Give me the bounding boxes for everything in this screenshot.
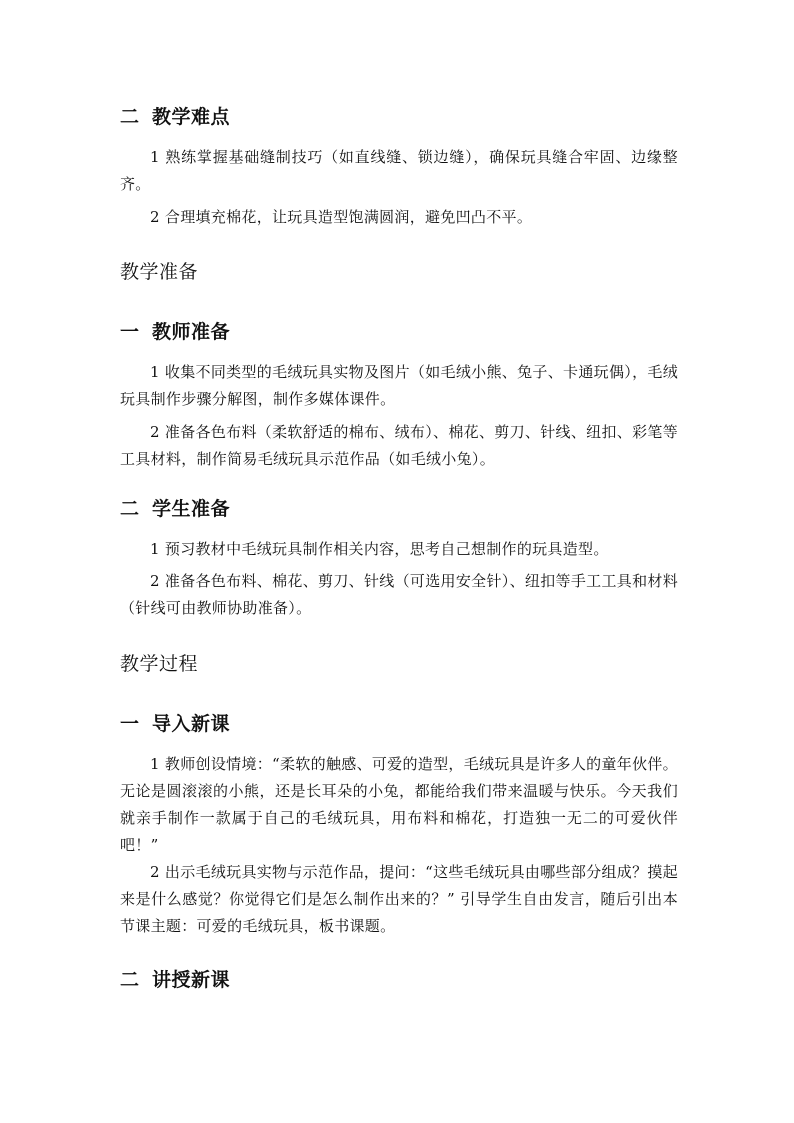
- heading-title: 教师准备: [152, 321, 231, 343]
- intro-item-2: 2 出示毛绒玩具实物与示范作品，提问：“这些毛绒玩具由哪些部分组成？摸起来是什么感觉？你觉得它们是怎么制作出来的？” 引导学生自由发言，随后引出本节课主题：可爱的毛绒玩具，板书课题。: [120, 863, 678, 935]
- heading-title: 导入新课: [152, 713, 231, 735]
- teach-heading: [120, 967, 678, 993]
- heading-number: 一: [120, 713, 140, 735]
- student-prep-item-1: 1 预习教材中毛绒玩具制作相关内容，思考自己想制作的玩具造型。: [150, 540, 609, 558]
- preparation-title: 教学准备: [120, 261, 199, 283]
- student-prep-item-2: 2 准备各色布料、棉花、剪刀、针线（可选用安全针）、纽扣等手工工具和材料（针线可由教师协助准备）。: [120, 572, 678, 617]
- student-prep-heading: [120, 496, 678, 522]
- heading-title: 学生准备: [152, 498, 231, 520]
- teacher-prep-item-2: 2 准备各色布料（柔软舒适的棉布、绒布）、棉花、剪刀、针线、纽扣、彩笔等工具材料，制作简易毛绒玩具示范作品（如毛绒小兔）。: [120, 423, 678, 468]
- teacher-prep-item-1: 1 收集不同类型的毛绒玩具实物及图片（如毛绒小熊、兔子、卡通玩偶），毛绒玩具制作步骤分解图，制作多媒体课件。: [120, 363, 678, 408]
- heading-number: 二: [120, 969, 140, 991]
- heading-title: 讲授新课: [152, 969, 231, 991]
- heading-title: 教学难点: [152, 106, 231, 128]
- difficulty-item-2: 2 合理填充棉花，让玩具造型饱满圆润，避免凹凸不平。: [150, 208, 533, 226]
- process-title: 教学过程: [120, 653, 199, 675]
- difficulty-item-1: 1 熟练掌握基础缝制技巧（如直线缝、锁边缝），确保玩具缝合牢固、边缘整齐。: [120, 148, 678, 193]
- heading-number: 二: [120, 498, 140, 520]
- intro-heading: [120, 711, 678, 737]
- heading-number: 一: [120, 321, 140, 343]
- intro-item-1: 1 教师创设情境：“柔软的触感、可爱的造型，毛绒玩具是许多人的童年伙伴。无论是圆滚滚的小熊，还是长耳朵的小兔，都能给我们带来温暖与快乐。今天我们就亲手制作一款属于自己的毛绒玩具，用布料和棉花，打造独一无二的可爱伙伴吧！”: [120, 755, 678, 854]
- difficulty-heading: [120, 104, 678, 130]
- heading-number: 二: [120, 106, 140, 128]
- teacher-prep-heading: [120, 319, 678, 345]
